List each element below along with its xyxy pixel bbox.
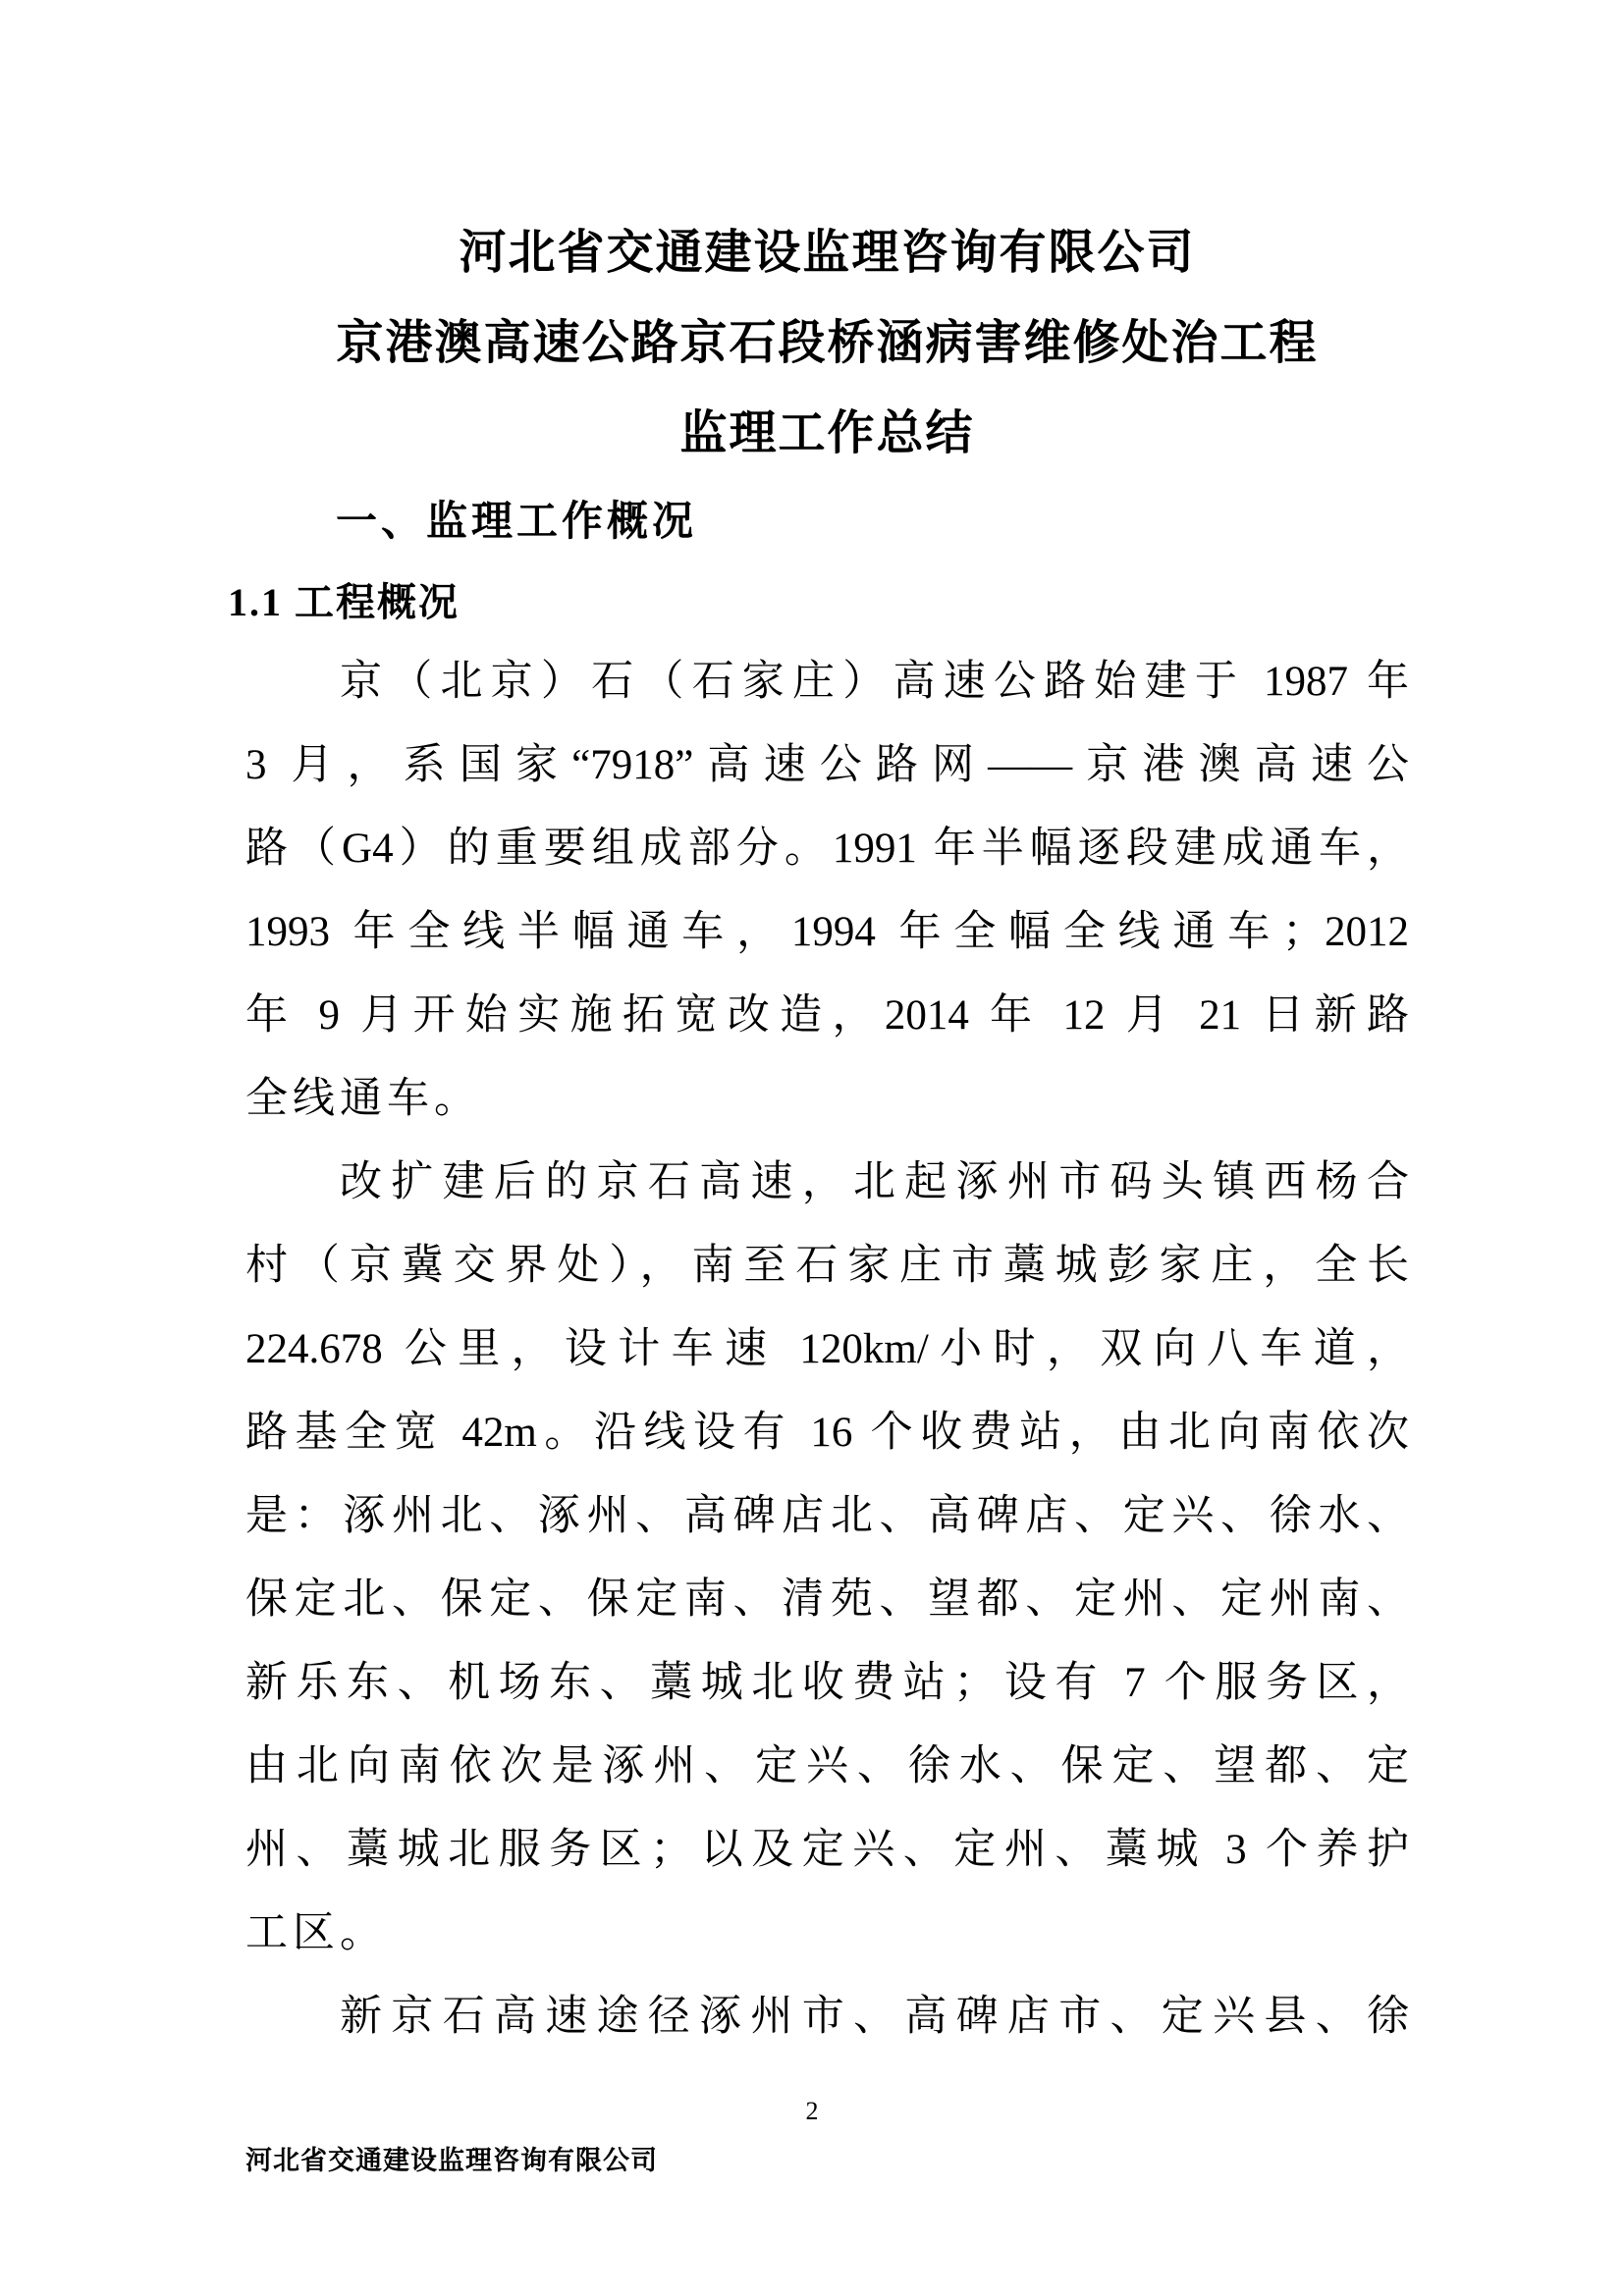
body-line: 3 月，系国家“7918”高速公路网——京港澳高速公 bbox=[245, 742, 1409, 788]
doc-title-line-3: 监理工作总结 bbox=[679, 407, 975, 459]
body-line: 州、藁城北服务区；以及定兴、定州、藁城 3 个养护 bbox=[245, 1827, 1409, 1873]
body-line: 224.678 公里，设计车速 120km/小时，双向八车道， bbox=[245, 1326, 1409, 1372]
body-line: 1993 年全线半幅通车，1994 年全幅全线通车；2012 bbox=[245, 909, 1409, 955]
body-line: 是：涿州北、涿州、高碑店北、高碑店、定兴、徐水、 bbox=[245, 1493, 1409, 1539]
body-line: 全线通车。 bbox=[245, 1076, 481, 1122]
body-line: 京（北京）石（石家庄）高速公路始建于 1987 年 bbox=[340, 659, 1409, 705]
body-line: 路基全宽 42m。沿线设有 16 个收费站，由北向南依次 bbox=[245, 1410, 1409, 1456]
section-heading: 一、监理工作概况 bbox=[336, 500, 698, 545]
doc-title-line-2: 京港澳高速公路京石段桥涵病害维修处治工程 bbox=[336, 317, 1319, 369]
footer-company-name: 河北省交通建设监理咨询有限公司 bbox=[245, 2146, 658, 2175]
body-line: 路（G4）的重要组成部分。1991 年半幅逐段建成通车， bbox=[245, 826, 1409, 872]
subsection-heading: 1.1 工程概况 bbox=[228, 580, 460, 624]
body-line: 年 9 月开始实施拓宽改造，2014 年 12 月 21 日新路 bbox=[245, 992, 1409, 1039]
doc-title-line-1: 河北省交通建设监理咨询有限公司 bbox=[459, 227, 1196, 279]
page-number: 2 bbox=[805, 2097, 819, 2125]
body-line: 新京石高速途径涿州市、高碑店市、定兴县、徐 bbox=[340, 1994, 1409, 2040]
body-line: 工区。 bbox=[245, 1910, 387, 1956]
body-line: 村（京冀交界处），南至石家庄市藁城彭家庄，全长 bbox=[245, 1243, 1409, 1289]
body-line: 新乐东、机场东、藁城北收费站；设有 7 个服务区， bbox=[245, 1660, 1409, 1706]
body-line: 由北向南依次是涿州、定兴、徐水、保定、望都、定 bbox=[245, 1743, 1409, 1789]
body-line: 改扩建后的京石高速，北起涿州市码头镇西杨合 bbox=[340, 1159, 1409, 1205]
body-line: 保定北、保定、保定南、清苑、望都、定州、定州南、 bbox=[245, 1576, 1409, 1623]
